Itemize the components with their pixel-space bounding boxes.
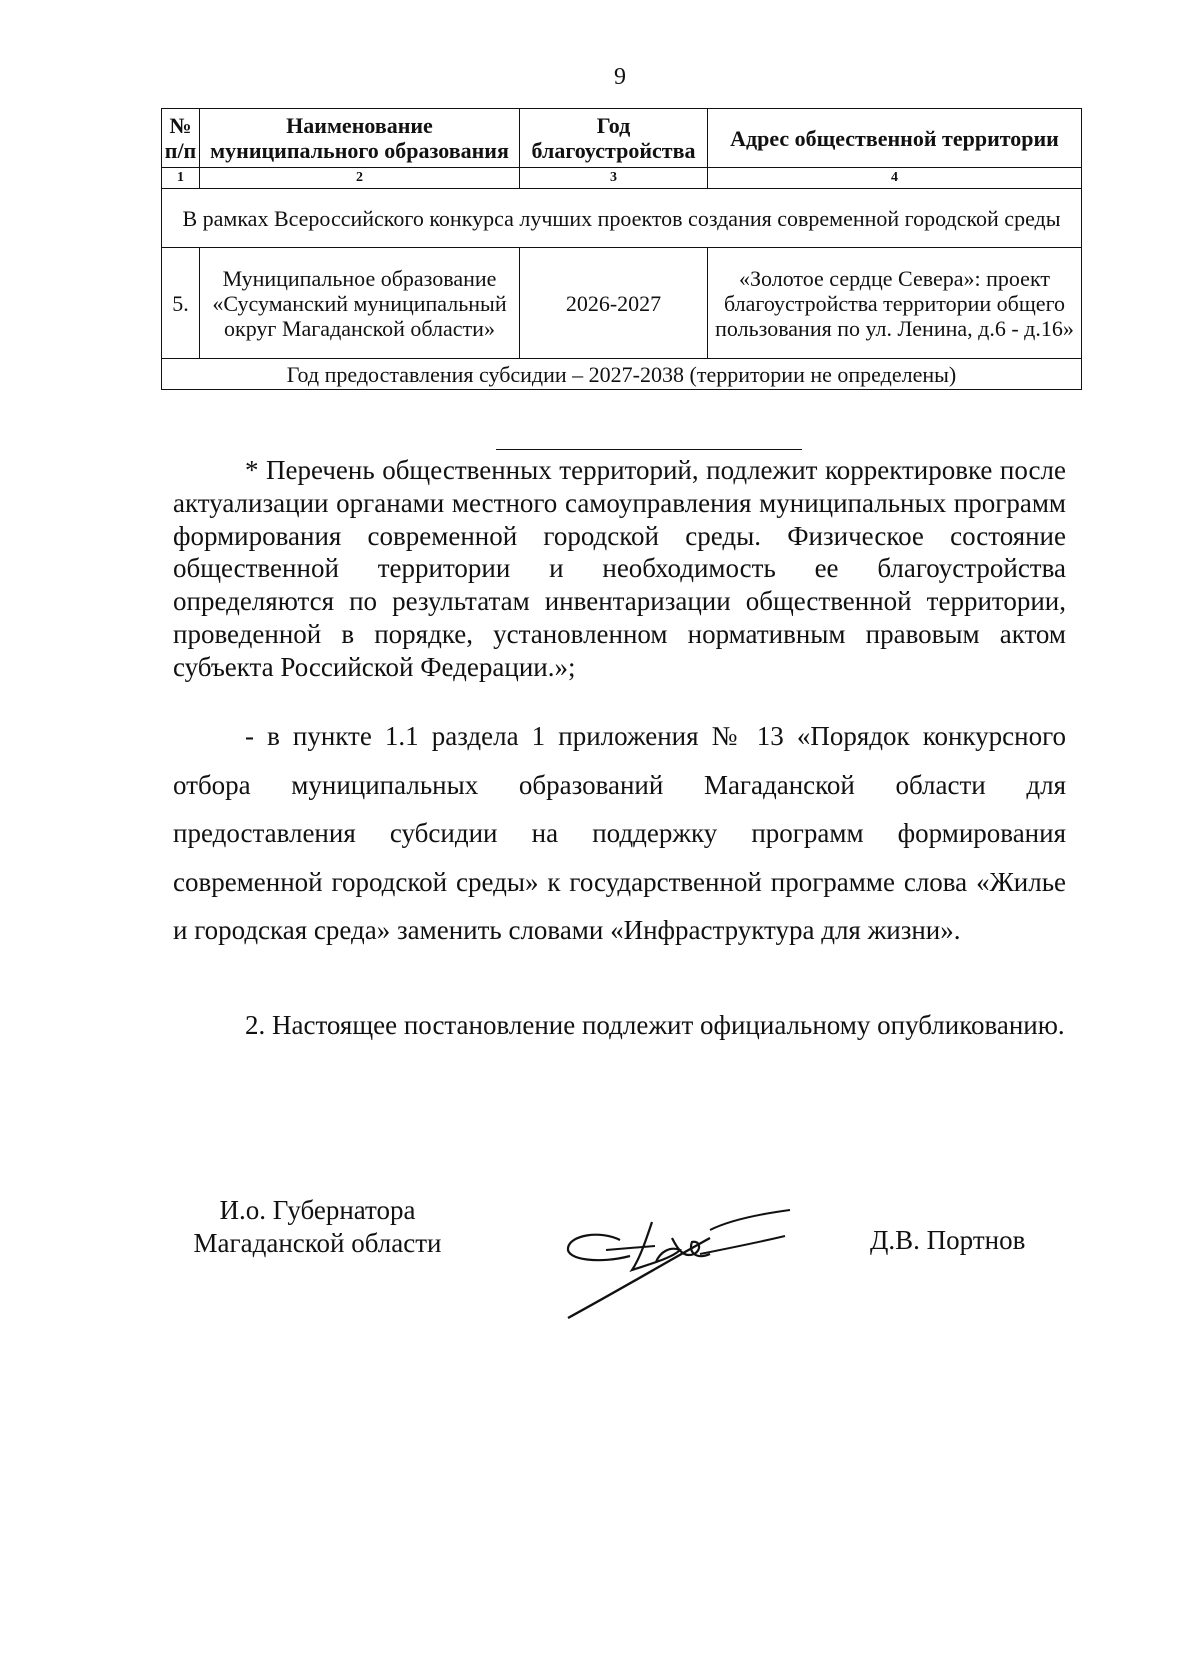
table-section-row (162, 189, 1082, 248)
table-row (162, 248, 1082, 359)
territories-table (161, 108, 1082, 390)
signatory-role-line: Магаданской области (193, 1228, 442, 1258)
handwritten-signature (560, 1180, 800, 1320)
clause-2-paragraph: 2. Настоящее постановление подлежит официальному опубликованию. (245, 1010, 1065, 1040)
row-num: 5. (162, 248, 200, 359)
header-address: Адрес общественной территории (708, 109, 1082, 168)
table-footer: Год предоставления субсидии – 2027-2038 (территории не определены) (162, 359, 1082, 390)
column-number: 1 (162, 168, 200, 189)
column-numbers-row (162, 168, 1082, 189)
header-year: Год благоустройства (520, 109, 708, 168)
page-number: 9 (614, 64, 626, 90)
clause-1-1-paragraph: - в пункте 1.1 раздела 1 приложения № 13 «Порядок конкурсного отбора муниципальных образований Магаданской области для предоставления субсидии на поддержку программ формирования современной городской среды» к государственной программе слова «Жилье и городская среда» заменить словами «Инфраструктура для жизни». (173, 721, 1066, 945)
row-address: «Золотое сердце Севера»: проект благоустройства территории общего пользования по ул. Ленина, д.6 - д.16» (708, 248, 1082, 359)
column-number: 4 (708, 168, 1082, 189)
row-municipality: Муниципальное образование «Сусуманский муниципальный округ Магаданской области» (200, 248, 520, 359)
footnote-paragraph: * Перечень общественных территорий, подлежит корректировке после актуализации органами местного самоуправления муниципальных программ формирования современной городской среды. Физическое состояние общественной территории и необходимость ее благоустройства определяются по результатам инвентаризации общественной территории, проведенной в порядке, установленном нормативным правовым актом субъекта Российской Федерации.»; (173, 455, 1066, 682)
footnote-divider (496, 449, 802, 450)
signatory-name: Д.В. Портнов (870, 1225, 1026, 1255)
section-title: В рамках Всероссийского конкурса лучших проектов создания современной городской среды (162, 189, 1082, 248)
column-number: 2 (200, 168, 520, 189)
table-header-row (162, 109, 1082, 168)
table-footer-row (162, 359, 1082, 390)
column-number: 3 (520, 168, 708, 189)
header-municipality: Наименование муниципального образования (200, 109, 520, 168)
header-num: № п/п (162, 109, 200, 168)
row-year: 2026-2027 (520, 248, 708, 359)
signatory-role (160, 1194, 475, 1260)
signatory-role-line: И.о. Губернатора (219, 1195, 416, 1225)
